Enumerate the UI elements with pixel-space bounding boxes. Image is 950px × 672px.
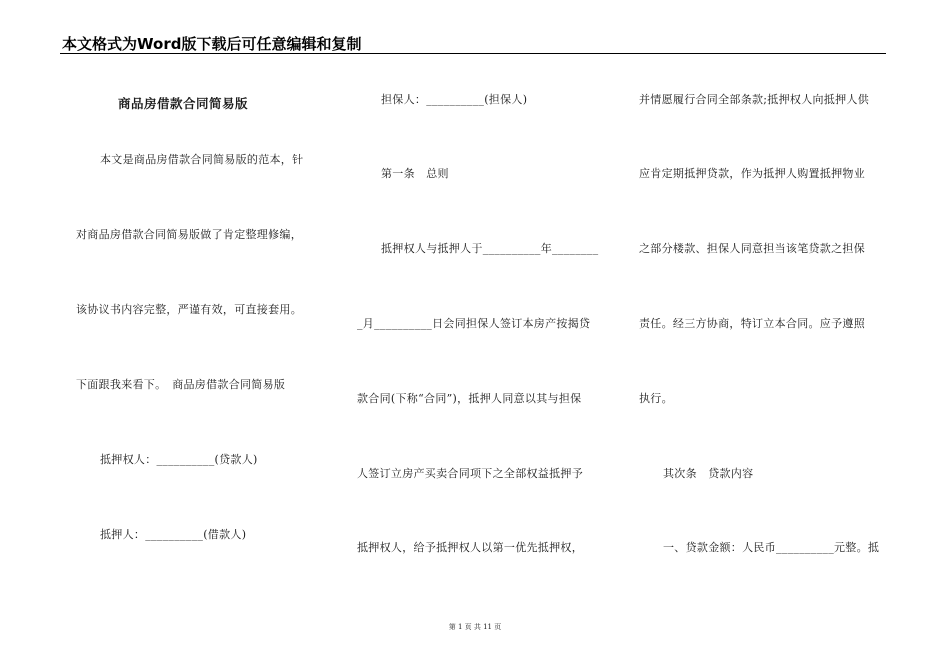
section-heading: 其次条 贷款内容 bbox=[663, 467, 754, 480]
paragraph-line: 本文是商品房借款合同简易版的范本，针 bbox=[100, 153, 304, 166]
paragraph-line: 应肯定期抵押贷款，作为抵押人购置抵押物业 bbox=[639, 167, 865, 180]
paragraph-line: 对商品房借款合同简易版做了肯定整理修编， bbox=[76, 228, 302, 241]
document-title: 商品房借款合同简易版 bbox=[118, 96, 249, 111]
text-column-3 bbox=[639, 0, 889, 600]
paragraph-line: 抵押权人与抵押人于__________年________ bbox=[381, 242, 599, 255]
paragraph-line: 之部分楼款、担保人同意担当该笔贷款之担保 bbox=[639, 242, 865, 255]
paragraph-line: 执行。 bbox=[639, 392, 673, 405]
paragraph-line: _月__________日会同担保人签订本房产按揭贷 bbox=[357, 317, 591, 330]
paragraph-line: 一、贷款金额：人民币__________元整。抵 bbox=[663, 541, 880, 554]
mortgagor-line: 抵押人：__________(借款人) bbox=[100, 528, 247, 541]
paragraph-line: 款合同(下称“合同”)，抵押人同意以其与担保 bbox=[357, 392, 582, 405]
page-header-title: 本文格式为Word版下载后可任意编辑和复制 bbox=[62, 35, 362, 53]
text-column-2 bbox=[357, 0, 607, 600]
mortgagee-line: 抵押权人：__________(贷款人) bbox=[100, 453, 258, 466]
text-column-1 bbox=[76, 0, 326, 600]
section-heading: 第一条 总则 bbox=[381, 167, 449, 180]
paragraph-line: 责任。经三方协商，特订立本合同。应予遵照 bbox=[639, 317, 865, 330]
paragraph-line: 并情愿履行合同全部条款;抵押权人向抵押人供 bbox=[639, 93, 870, 106]
paragraph-line: 抵押权人，给予抵押权人以第一优先抵押权， bbox=[357, 541, 583, 554]
guarantor-line: 担保人：__________(担保人) bbox=[381, 93, 528, 106]
paragraph-line: 人签订立房产买卖合同项下之全部权益抵押予 bbox=[357, 467, 583, 480]
paragraph-line: 下面跟我来看下。 商品房借款合同简易版 bbox=[76, 378, 286, 391]
page-number: 第 1 页 共 11 页 bbox=[448, 623, 502, 631]
paragraph-line: 该协议书内容完整，严谨有效，可直接套用。 bbox=[76, 303, 302, 316]
